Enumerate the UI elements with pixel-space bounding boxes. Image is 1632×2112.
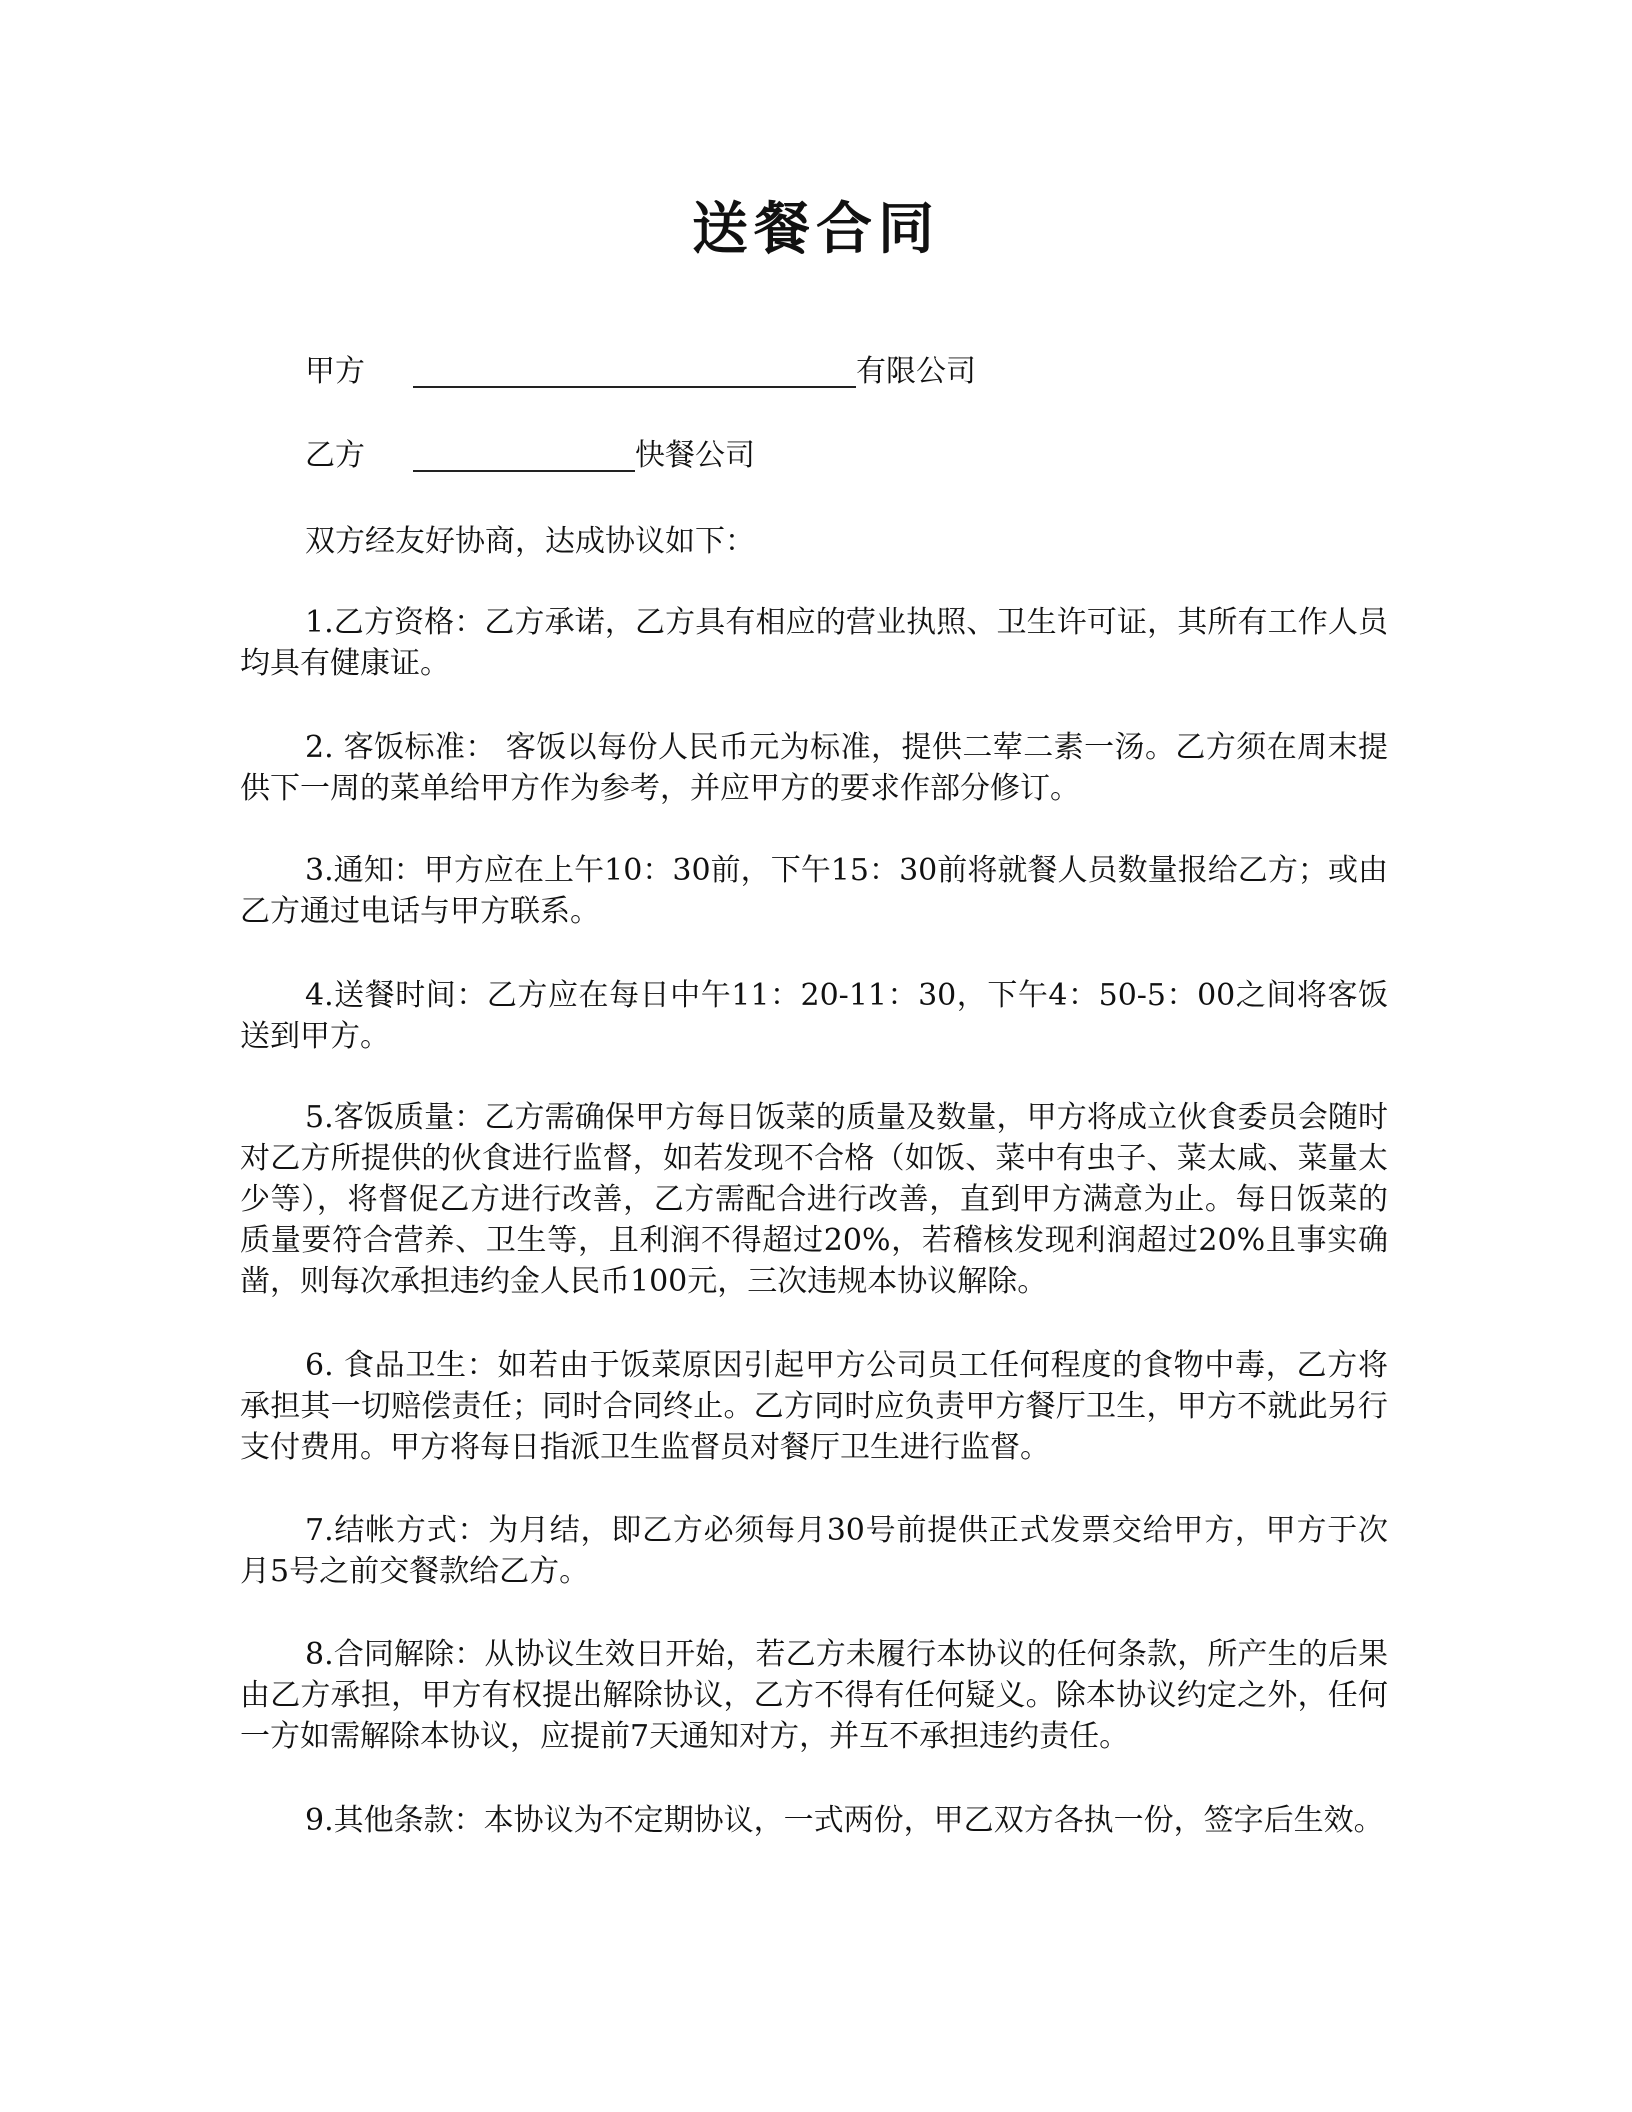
party-a-line [305, 352, 976, 392]
party-b-label: 乙方 [305, 438, 365, 473]
clause-7: 7.结帐方式：为月结，即乙方必须每月30号前提供正式发票交给甲方，甲方于次月5号之前交餐款给乙方。 [240, 1513, 1388, 1589]
document-title: 送餐合同 [692, 197, 940, 262]
clause-2-text-after: 元为标准，提供二荤二素一汤。乙方须在周末提供下一周的菜单给甲方作为参考，并应甲方的要求作部分修订。 [240, 730, 1389, 806]
intro-text: 双方经友好协商，达成协议如下： [305, 524, 755, 559]
clause-4: 4.送餐时间：乙方应在每日中午11：20-11：30，下午4：50-5：00之间将客饭送到甲方。 [240, 978, 1388, 1054]
party-a-suffix: 有限公司 [856, 354, 976, 389]
clause-1: 1.乙方资格：乙方承诺，乙方具有相应的营业执照、卫生许可证，其所有工作人员均具有健康证。 [240, 605, 1388, 681]
clause-8: 8.合同解除：从协议生效日开始，若乙方未履行本协议的任何条款，所产生的后果由乙方承担，甲方有权提出解除协议，乙方不得有任何疑义。除本协议约定之外，任何一方如需解除本协议，应提前7天通知对方，并互不承担违约责任。 [240, 1637, 1388, 1754]
party-a-name-blank[interactable] [413, 352, 856, 388]
party-b-line [305, 436, 755, 476]
party-a-label: 甲方 [305, 354, 365, 389]
party-b-suffix: 快餐公司 [635, 438, 755, 473]
party-b-name-blank[interactable] [413, 436, 635, 472]
clause-2 [240, 727, 1388, 809]
clause-2-text-before: 2. 客饭标准： 客饭以每份人民币 [305, 730, 750, 765]
clause-3: 3.通知：甲方应在上午10：30前，下午15：30前将就餐人员数量报给乙方；或由乙方通过电话与甲方联系。 [240, 853, 1388, 929]
clause-6: 6. 食品卫生：如若由于饭菜原因引起甲方公司员工任何程度的食物中毒，乙方将承担其一切赔偿责任；同时合同终止。乙方同时应负责甲方餐厅卫生，甲方不就此另行支付费用。甲方将每日指派卫生监督员对餐厅卫生进行监督。 [240, 1348, 1388, 1465]
clause-9: 9.其他条款：本协议为不定期协议，一式两份，甲乙双方各执一份，签字后生效。 [305, 1803, 1384, 1838]
clause-5: 5.客饭质量：乙方需确保甲方每日饭菜的质量及数量，甲方将成立伙食委员会随时对乙方所提供的伙食进行监督，如若发现不合格（如饭、菜中有虫子、菜太咸、菜量太少等），将督促乙方进行改善，乙方需配合进行改善，直到甲方满意为止。每日饭菜的质量要符合营养、卫生等，且利润不得超过20%，若稽核发现利润超过20%且事实确凿，则每次承担违约金人民币100元，三次违规本协议解除。 [240, 1100, 1388, 1299]
